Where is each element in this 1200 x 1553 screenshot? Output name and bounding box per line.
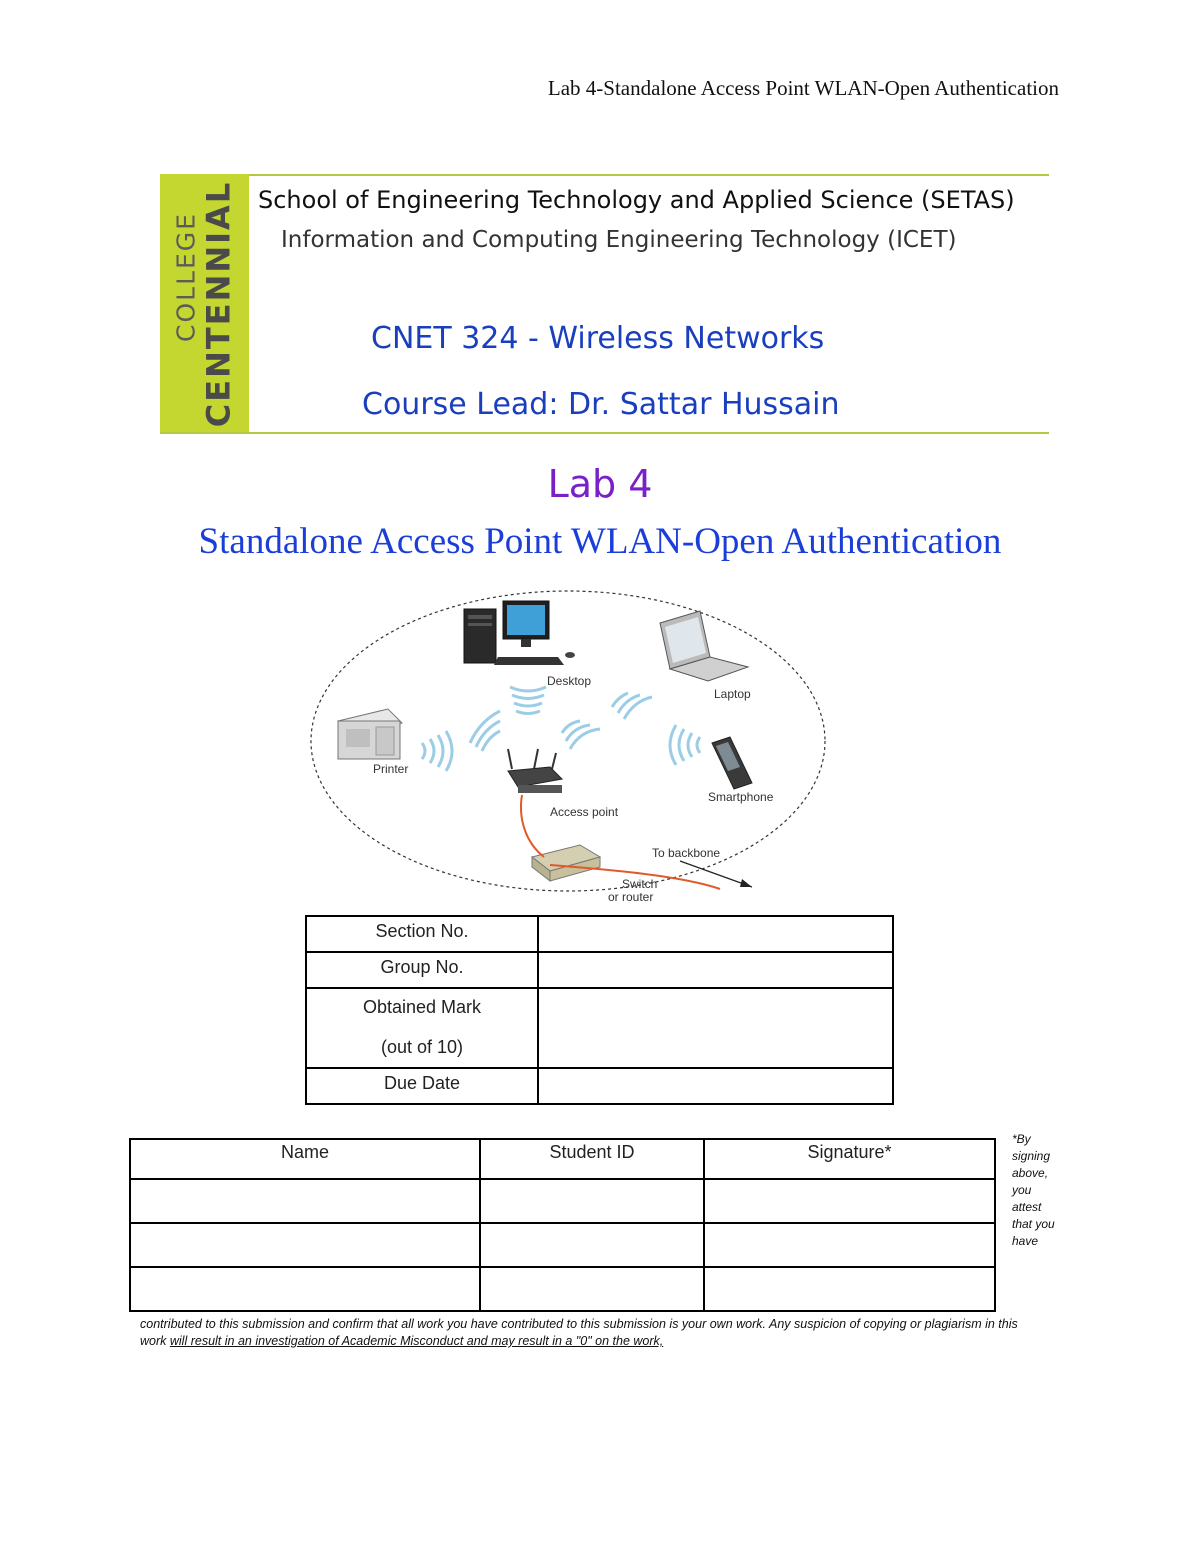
section-value-field[interactable]	[538, 916, 893, 952]
access-point-icon	[508, 749, 562, 793]
mark-label	[306, 988, 538, 1068]
course-title: CNET 324 - Wireless Networks	[371, 321, 825, 356]
lab-title: Standalone Access Point WLAN-Open Authentication	[198, 521, 1002, 562]
section-label: Section No.	[306, 916, 538, 952]
college-banner	[160, 174, 1049, 434]
school-name: School of Engineering Technology and Applied Science (SETAS)	[258, 186, 1015, 214]
due-date-label: Due Date	[306, 1068, 538, 1104]
lab-number: Lab 4	[547, 462, 653, 506]
printer-icon	[338, 709, 402, 759]
mark-row	[306, 988, 893, 1068]
student-id-cell[interactable]	[480, 1179, 704, 1223]
name-cell[interactable]	[130, 1267, 480, 1311]
page-header: Lab 4-Standalone Access Point WLAN-Open Authentication	[547, 76, 1059, 100]
desktop-icon	[464, 601, 575, 665]
table-row	[130, 1179, 995, 1223]
signature-cell[interactable]	[704, 1267, 995, 1311]
table-row	[130, 1267, 995, 1311]
name-cell[interactable]	[130, 1179, 480, 1223]
lab-info-table	[305, 915, 894, 1105]
banner-bottom-rule	[160, 432, 1049, 434]
student-id-header: Student ID	[480, 1139, 704, 1179]
attestation-side-note: *By signing above, you attest that you have	[1012, 1132, 1055, 1248]
group-value-field[interactable]	[538, 952, 893, 988]
signature-header: Signature*	[704, 1139, 995, 1179]
mark-value-field[interactable]	[538, 988, 893, 1068]
switch-label-line1: Switch	[622, 877, 658, 891]
laptop-label: Laptop	[714, 687, 751, 701]
laptop-icon	[660, 611, 748, 681]
printer-label: Printer	[373, 762, 409, 776]
table-row	[130, 1223, 995, 1267]
attestation-note	[140, 1316, 1020, 1350]
mark-label-line1: Obtained Mark	[362, 997, 482, 1017]
switch-icon	[532, 845, 600, 881]
attestation-warning: will result in an investigation of Academic Misconduct and may result in a "0" on the work,	[169, 1334, 664, 1348]
student-id-cell[interactable]	[480, 1267, 704, 1311]
smartphone-label: Smartphone	[708, 790, 774, 804]
smartphone-icon	[712, 737, 752, 789]
due-date-value-field[interactable]	[538, 1068, 893, 1104]
to-backbone-label: To backbone	[652, 846, 721, 860]
name-cell[interactable]	[130, 1223, 480, 1267]
signature-cell[interactable]	[704, 1179, 995, 1223]
name-header: Name	[130, 1139, 480, 1179]
switch-label-line2: or router	[608, 890, 654, 903]
section-row	[306, 916, 893, 952]
ap-to-switch-cable	[521, 795, 544, 857]
mark-label-line2: (out of 10)	[380, 1037, 464, 1057]
attestation-text: contributed to this submission and confirm that all work you have contributed to this submission is your own work. Any suspicion of copying or plagiarism in this work	[140, 1317, 1018, 1348]
wlan-diagram	[300, 583, 860, 903]
signature-cell[interactable]	[704, 1223, 995, 1267]
logo-college-text: COLLEGE	[171, 212, 201, 342]
backbone-arrowhead	[740, 879, 752, 887]
student-id-cell[interactable]	[480, 1223, 704, 1267]
desktop-label: Desktop	[547, 674, 592, 688]
signature-header-row	[130, 1139, 995, 1179]
course-lead: Course Lead: Dr. Sattar Hussain	[362, 387, 840, 422]
student-signature-table	[129, 1138, 996, 1312]
group-row	[306, 952, 893, 988]
logo-centennial-text: CENTENNIAL	[199, 180, 238, 428]
program-name: Information and Computing Engineering Technology (ICET)	[281, 227, 957, 253]
due-date-row	[306, 1068, 893, 1104]
college-logo	[160, 174, 249, 434]
wireless-waves	[422, 687, 700, 771]
access-point-label: Access point	[550, 805, 619, 819]
banner-top-rule	[160, 174, 1049, 176]
group-label: Group No.	[306, 952, 538, 988]
